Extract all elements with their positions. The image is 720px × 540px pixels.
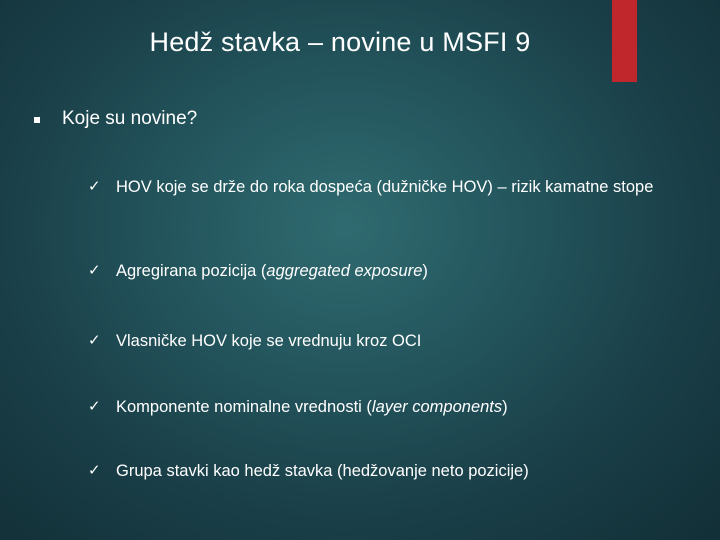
checklist-item-3 — [88, 330, 688, 352]
bullet-row — [34, 108, 197, 130]
checklist-item-text: Vlasničke HOV koje se vrednuju kroz OCI — [116, 332, 422, 350]
checklist-item-text: Grupa stavki kao hedž stavka (hedžovanje neto pozicije) — [116, 462, 529, 480]
square-bullet-icon — [34, 117, 40, 123]
checklist-item-text: Agregirana pozicija (aggregated exposure) — [116, 262, 428, 280]
bullet-heading: Koje su novine? — [62, 108, 198, 129]
checklist-item-5 — [88, 460, 688, 482]
checklist-item-text: Komponente nominalne vrednosti (layer components) — [116, 398, 508, 416]
checklist-item-2 — [88, 260, 688, 282]
checkmark-icon: ✓ — [88, 332, 101, 349]
slide-title: Hedž stavka – novine u MSFI 9 — [149, 27, 531, 57]
checkmark-icon: ✓ — [88, 398, 101, 415]
checklist-item-1 — [88, 176, 688, 198]
checkmark-icon: ✓ — [88, 462, 101, 479]
checklist-item-4 — [88, 396, 688, 418]
checklist-item-text: HOV koje se drže do roka dospeća (dužničke HOV) – rizik kamatne stope — [116, 178, 654, 196]
checkmark-icon: ✓ — [88, 262, 101, 279]
checkmark-icon: ✓ — [88, 178, 101, 195]
